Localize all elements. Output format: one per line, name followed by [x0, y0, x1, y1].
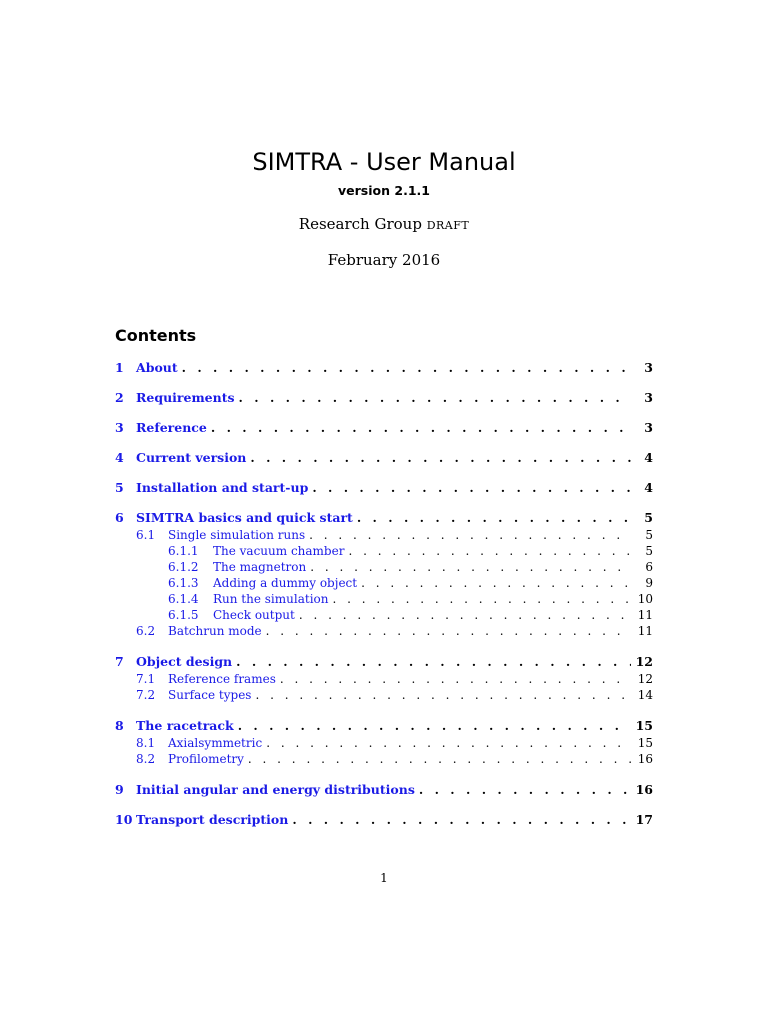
toc-entry-number: 7.1	[136, 672, 156, 686]
toc-entry-6-1[interactable]	[115, 528, 653, 544]
toc-entry-label: Adding a dummy object	[213, 576, 358, 590]
toc-entry-number: 2	[115, 390, 124, 405]
toc-entry-label: Requirements	[136, 390, 235, 405]
toc-leader-dots	[309, 528, 631, 542]
toc-entry-label: Batchrun mode	[168, 624, 262, 638]
toc-entry-label: Axialsymmetric	[168, 736, 263, 750]
toc-entry-page: 9	[645, 576, 653, 590]
toc-entry-page: 15	[635, 718, 653, 733]
toc-leader-dots	[312, 480, 631, 495]
toc-entry-number: 4	[115, 450, 124, 465]
toc-leader-dots	[255, 688, 631, 702]
toc-entry-label: Reference frames	[168, 672, 276, 686]
toc-entry-number: 10	[115, 812, 133, 827]
toc-leader-dots	[250, 450, 631, 465]
toc-entry-5[interactable]	[115, 480, 653, 496]
toc-entry-page: 5	[645, 544, 653, 558]
toc-entry-7-2[interactable]	[115, 688, 653, 704]
page-number: 1	[380, 871, 388, 885]
toc-entry-page: 17	[635, 812, 653, 827]
table-of-contents	[115, 360, 653, 842]
toc-entry-number: 6.1.1	[168, 544, 199, 558]
toc-entry-label: Run the simulation	[213, 592, 329, 606]
toc-leader-dots	[236, 654, 631, 669]
toc-entry-number: 5	[115, 480, 124, 495]
toc-entry-label: The magnetron	[213, 560, 307, 574]
toc-entry-page: 12	[635, 654, 653, 669]
toc-entry-4[interactable]	[115, 450, 653, 466]
toc-entry-label: Current version	[136, 450, 247, 465]
toc-entry-label: Surface types	[168, 688, 252, 702]
toc-entry-number: 6.1.2	[168, 560, 199, 574]
toc-entry-8-2[interactable]	[115, 752, 653, 768]
toc-entry-6-1-4[interactable]	[115, 592, 653, 608]
toc-entry-page: 6	[645, 560, 653, 574]
toc-entry-label: About	[136, 360, 178, 375]
toc-entry-label: The racetrack	[136, 718, 234, 733]
toc-entry-label: The vacuum chamber	[213, 544, 345, 558]
toc-leader-dots	[248, 752, 631, 766]
toc-entry-page: 4	[644, 480, 653, 495]
toc-leader-dots	[238, 718, 631, 733]
toc-entry-number: 9	[115, 782, 124, 797]
document-author	[0, 215, 768, 233]
toc-leader-dots	[239, 390, 631, 405]
toc-entry-page: 12	[637, 672, 653, 686]
toc-entry-page: 16	[637, 752, 653, 766]
toc-leader-dots	[357, 510, 631, 525]
toc-leader-dots	[266, 624, 631, 638]
toc-entry-number: 6.1.3	[168, 576, 199, 590]
toc-leader-dots	[348, 544, 631, 558]
toc-leader-dots	[266, 736, 631, 750]
toc-entry-6-1-2[interactable]	[115, 560, 653, 576]
toc-entry-label: Initial angular and energy distributions	[136, 782, 415, 797]
toc-entry-page: 10	[637, 592, 653, 606]
toc-entry-number: 8.1	[136, 736, 156, 750]
toc-entry-6-2[interactable]	[115, 624, 653, 640]
toc-entry-6-1-3[interactable]	[115, 576, 653, 592]
toc-entry-1[interactable]	[115, 360, 653, 376]
toc-entry-label: Single simulation runs	[168, 528, 306, 542]
toc-leader-dots	[310, 560, 631, 574]
toc-entry-page: 16	[635, 782, 653, 797]
toc-entry-label: Installation and start-up	[136, 480, 309, 495]
toc-entry-page: 3	[644, 420, 653, 435]
toc-entry-number: 6.2	[136, 624, 156, 638]
toc-entry-number: 8	[115, 718, 124, 733]
toc-entry-6[interactable]	[115, 510, 653, 526]
toc-leader-dots	[299, 608, 631, 622]
toc-entry-label: SIMTRA basics and quick start	[136, 510, 353, 525]
toc-leader-dots	[280, 672, 631, 686]
toc-entry-number: 6.1	[136, 528, 156, 542]
toc-entry-page: 3	[644, 360, 653, 375]
toc-leader-dots	[419, 782, 631, 797]
document-title: SIMTRA - User Manual	[252, 148, 516, 176]
toc-leader-dots	[361, 576, 631, 590]
toc-entry-2[interactable]	[115, 390, 653, 406]
toc-entry-page: 4	[644, 450, 653, 465]
toc-entry-number: 1	[115, 360, 124, 375]
toc-entry-number: 7	[115, 654, 124, 669]
toc-leader-dots	[211, 420, 631, 435]
toc-entry-7[interactable]	[115, 654, 653, 670]
toc-entry-number: 7.2	[136, 688, 156, 702]
author-draft: draft	[426, 215, 470, 233]
toc-entry-8-1[interactable]	[115, 736, 653, 752]
toc-entry-page: 14	[637, 688, 653, 702]
toc-entry-page: 11	[637, 624, 653, 638]
toc-entry-page: 15	[637, 736, 653, 750]
toc-entry-label: Object design	[136, 654, 233, 669]
toc-entry-page: 11	[637, 608, 653, 622]
toc-entry-7-1[interactable]	[115, 672, 653, 688]
toc-entry-number: 6	[115, 510, 124, 525]
toc-entry-number: 3	[115, 420, 124, 435]
toc-entry-number: 6.1.5	[168, 608, 199, 622]
toc-entry-page: 5	[645, 528, 653, 542]
toc-entry-6-1-1[interactable]	[115, 544, 653, 560]
document-version: version 2.1.1	[338, 183, 430, 198]
contents-heading: Contents	[115, 326, 197, 345]
toc-entry-number: 6.1.4	[168, 592, 199, 606]
toc-entry-8[interactable]	[115, 718, 653, 734]
toc-entry-page: 5	[644, 510, 653, 525]
toc-entry-label: Reference	[136, 420, 207, 435]
toc-entry-9[interactable]	[115, 782, 653, 798]
toc-entry-6-1-5[interactable]	[115, 608, 653, 624]
toc-leader-dots	[182, 360, 631, 375]
toc-entry-label: Transport description	[136, 812, 289, 827]
toc-entry-number: 8.2	[136, 752, 156, 766]
toc-entry-10[interactable]	[115, 812, 653, 828]
toc-entry-label: Profilometry	[168, 752, 244, 766]
document-date: February 2016	[327, 251, 441, 269]
toc-leader-dots	[292, 812, 631, 827]
toc-entry-label: Check output	[213, 608, 295, 622]
author-prefix: Research Group	[298, 215, 427, 233]
toc-entry-3[interactable]	[115, 420, 653, 436]
toc-leader-dots	[332, 592, 631, 606]
toc-entry-page: 3	[644, 390, 653, 405]
